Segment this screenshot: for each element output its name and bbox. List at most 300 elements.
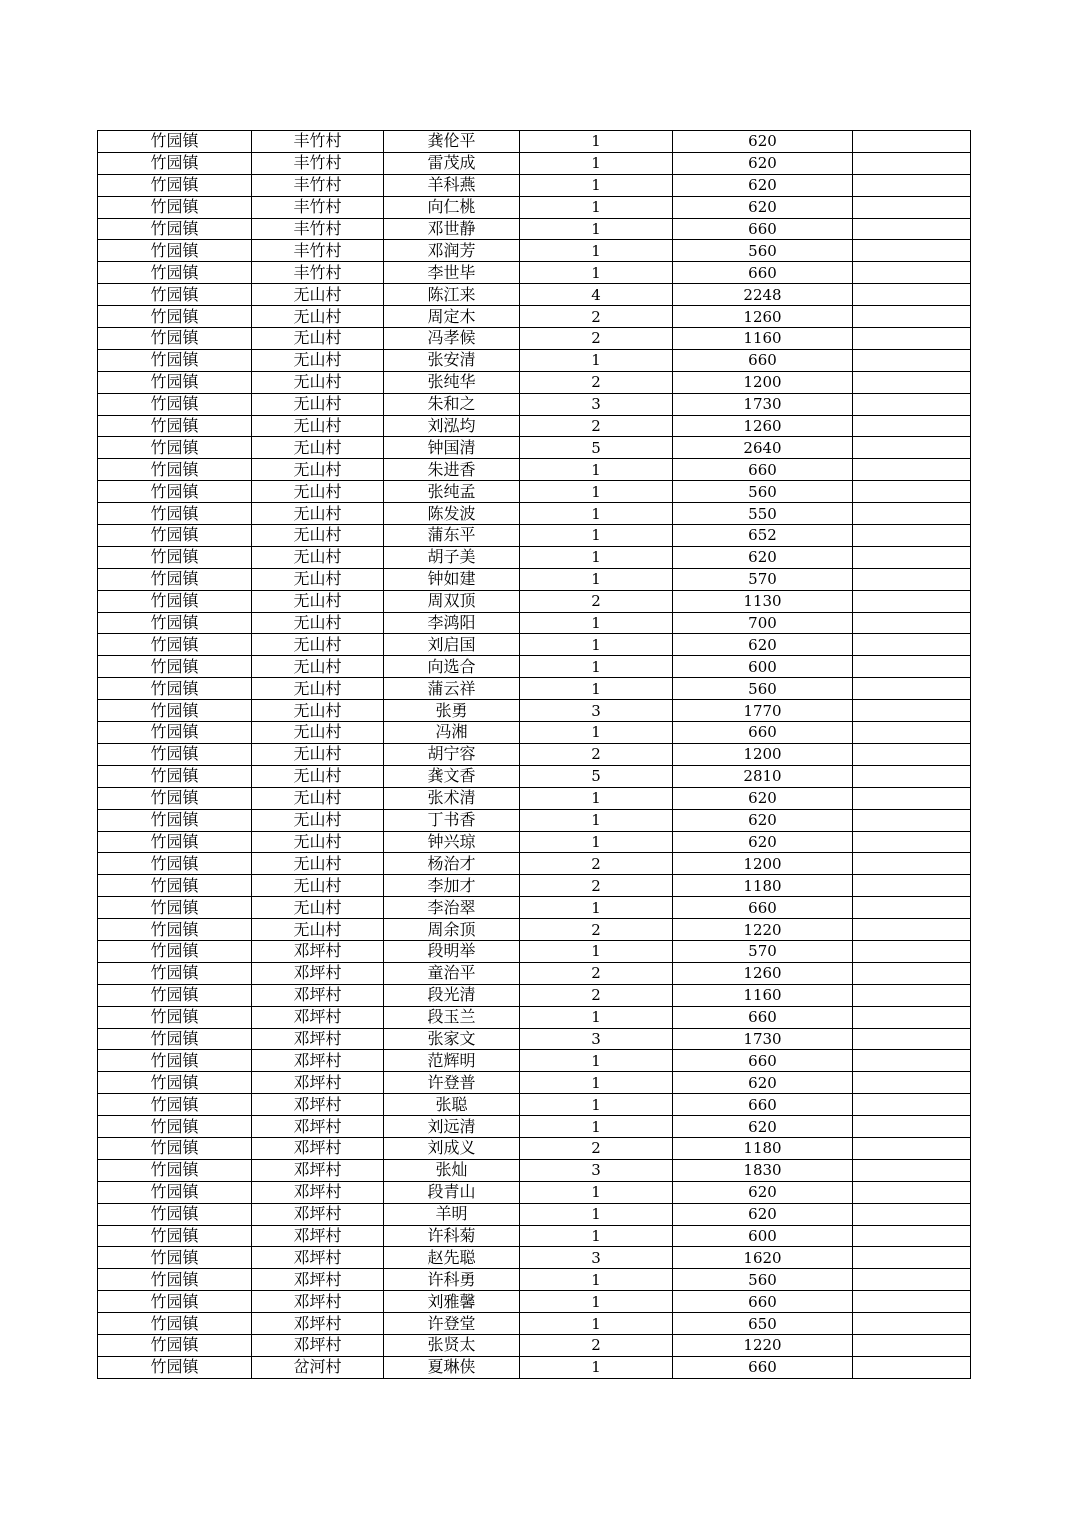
- count-cell: 1: [520, 787, 673, 809]
- amount-cell: 660: [673, 1050, 853, 1072]
- count-cell: 1: [520, 722, 673, 744]
- table-row: [98, 678, 971, 700]
- amount-cell: 660: [673, 897, 853, 919]
- village-cell: 无山村: [252, 634, 384, 656]
- note-cell: [853, 984, 971, 1006]
- village-cell: 丰竹村: [252, 240, 384, 262]
- table-row: [98, 525, 971, 547]
- table-row: [98, 393, 971, 415]
- name-cell: 刘启国: [384, 634, 520, 656]
- town-cell: 竹园镇: [98, 415, 252, 437]
- name-cell: 张术清: [384, 787, 520, 809]
- amount-cell: 660: [673, 1356, 853, 1378]
- town-cell: 竹园镇: [98, 371, 252, 393]
- town-cell: 竹园镇: [98, 152, 252, 174]
- name-cell: 冯湘: [384, 722, 520, 744]
- table-row: [98, 1094, 971, 1116]
- table-row: [98, 1334, 971, 1356]
- count-cell: 5: [520, 765, 673, 787]
- village-cell: 无山村: [252, 787, 384, 809]
- note-cell: [853, 1334, 971, 1356]
- town-cell: 竹园镇: [98, 1247, 252, 1269]
- town-cell: 竹园镇: [98, 1334, 252, 1356]
- name-cell: 杨治才: [384, 853, 520, 875]
- village-cell: 邓坪村: [252, 1028, 384, 1050]
- village-cell: 无山村: [252, 678, 384, 700]
- town-cell: 竹园镇: [98, 875, 252, 897]
- town-cell: 竹园镇: [98, 240, 252, 262]
- table-row: [98, 196, 971, 218]
- name-cell: 胡子美: [384, 546, 520, 568]
- table-row: [98, 897, 971, 919]
- count-cell: 1: [520, 809, 673, 831]
- note-cell: [853, 481, 971, 503]
- village-cell: 丰竹村: [252, 196, 384, 218]
- name-cell: 许科菊: [384, 1225, 520, 1247]
- village-cell: 邓坪村: [252, 1050, 384, 1072]
- amount-cell: 660: [673, 1291, 853, 1313]
- village-cell: 邓坪村: [252, 1203, 384, 1225]
- count-cell: 3: [520, 1028, 673, 1050]
- name-cell: 龚伦平: [384, 131, 520, 153]
- name-cell: 羊科燕: [384, 174, 520, 196]
- note-cell: [853, 218, 971, 240]
- note-cell: [853, 503, 971, 525]
- table-row: [98, 700, 971, 722]
- village-cell: 邓坪村: [252, 984, 384, 1006]
- amount-cell: 660: [673, 459, 853, 481]
- town-cell: 竹园镇: [98, 306, 252, 328]
- village-cell: 无山村: [252, 437, 384, 459]
- table-row: [98, 984, 971, 1006]
- name-cell: 李加才: [384, 875, 520, 897]
- amount-cell: 660: [673, 349, 853, 371]
- village-cell: 无山村: [252, 590, 384, 612]
- village-cell: 丰竹村: [252, 262, 384, 284]
- note-cell: [853, 1203, 971, 1225]
- name-cell: 张勇: [384, 700, 520, 722]
- name-cell: 李治翠: [384, 897, 520, 919]
- town-cell: 竹园镇: [98, 1356, 252, 1378]
- village-cell: 无山村: [252, 656, 384, 678]
- village-cell: 邓坪村: [252, 1094, 384, 1116]
- count-cell: 1: [520, 349, 673, 371]
- note-cell: [853, 853, 971, 875]
- table-row: [98, 131, 971, 153]
- name-cell: 冯孝候: [384, 328, 520, 350]
- note-cell: [853, 1137, 971, 1159]
- name-cell: 刘雅馨: [384, 1291, 520, 1313]
- name-cell: 张纯孟: [384, 481, 520, 503]
- table-row: [98, 503, 971, 525]
- note-cell: [853, 1291, 971, 1313]
- count-cell: 1: [520, 196, 673, 218]
- village-cell: 邓坪村: [252, 1269, 384, 1291]
- count-cell: 5: [520, 437, 673, 459]
- amount-cell: 1200: [673, 371, 853, 393]
- town-cell: 竹园镇: [98, 349, 252, 371]
- amount-cell: 560: [673, 678, 853, 700]
- count-cell: 1: [520, 940, 673, 962]
- amount-cell: 1180: [673, 1137, 853, 1159]
- amount-cell: 560: [673, 240, 853, 262]
- name-cell: 许科勇: [384, 1269, 520, 1291]
- town-cell: 竹园镇: [98, 831, 252, 853]
- table-row: [98, 809, 971, 831]
- amount-cell: 550: [673, 503, 853, 525]
- table-row: [98, 743, 971, 765]
- town-cell: 竹园镇: [98, 1225, 252, 1247]
- amount-cell: 1220: [673, 1334, 853, 1356]
- name-cell: 段光清: [384, 984, 520, 1006]
- amount-cell: 2810: [673, 765, 853, 787]
- amount-cell: 650: [673, 1313, 853, 1335]
- count-cell: 1: [520, 1225, 673, 1247]
- table-row: [98, 262, 971, 284]
- name-cell: 钟如建: [384, 568, 520, 590]
- amount-cell: 1260: [673, 415, 853, 437]
- town-cell: 竹园镇: [98, 984, 252, 1006]
- count-cell: 1: [520, 831, 673, 853]
- name-cell: 龚文香: [384, 765, 520, 787]
- table-row: [98, 1116, 971, 1138]
- village-cell: 无山村: [252, 546, 384, 568]
- town-cell: 竹园镇: [98, 809, 252, 831]
- village-cell: 丰竹村: [252, 218, 384, 240]
- town-cell: 竹园镇: [98, 525, 252, 547]
- amount-cell: 620: [673, 131, 853, 153]
- name-cell: 刘远清: [384, 1116, 520, 1138]
- count-cell: 1: [520, 897, 673, 919]
- table-row: [98, 722, 971, 744]
- town-cell: 竹园镇: [98, 590, 252, 612]
- amount-cell: 620: [673, 152, 853, 174]
- count-cell: 1: [520, 1116, 673, 1138]
- town-cell: 竹园镇: [98, 284, 252, 306]
- amount-cell: 1620: [673, 1247, 853, 1269]
- amount-cell: 620: [673, 174, 853, 196]
- amount-cell: 560: [673, 1269, 853, 1291]
- name-cell: 雷茂成: [384, 152, 520, 174]
- note-cell: [853, 546, 971, 568]
- name-cell: 羊明: [384, 1203, 520, 1225]
- amount-cell: 620: [673, 196, 853, 218]
- name-cell: 朱进香: [384, 459, 520, 481]
- note-cell: [853, 349, 971, 371]
- name-cell: 张灿: [384, 1159, 520, 1181]
- village-cell: 邓坪村: [252, 1116, 384, 1138]
- amount-cell: 1770: [673, 700, 853, 722]
- count-cell: 1: [520, 1313, 673, 1335]
- amount-cell: 1180: [673, 875, 853, 897]
- name-cell: 许登普: [384, 1072, 520, 1094]
- table-row: [98, 962, 971, 984]
- count-cell: 1: [520, 1181, 673, 1203]
- name-cell: 张贤太: [384, 1334, 520, 1356]
- count-cell: 1: [520, 262, 673, 284]
- amount-cell: 560: [673, 481, 853, 503]
- village-cell: 邓坪村: [252, 1072, 384, 1094]
- note-cell: [853, 284, 971, 306]
- village-cell: 邓坪村: [252, 1181, 384, 1203]
- town-cell: 竹园镇: [98, 634, 252, 656]
- name-cell: 童治平: [384, 962, 520, 984]
- count-cell: 1: [520, 1006, 673, 1028]
- note-cell: [853, 678, 971, 700]
- amount-cell: 620: [673, 1116, 853, 1138]
- note-cell: [853, 1247, 971, 1269]
- town-cell: 竹园镇: [98, 678, 252, 700]
- note-cell: [853, 765, 971, 787]
- amount-cell: 570: [673, 568, 853, 590]
- town-cell: 竹园镇: [98, 1116, 252, 1138]
- village-cell: 邓坪村: [252, 940, 384, 962]
- name-cell: 段青山: [384, 1181, 520, 1203]
- town-cell: 竹园镇: [98, 853, 252, 875]
- town-cell: 竹园镇: [98, 1313, 252, 1335]
- village-cell: 无山村: [252, 765, 384, 787]
- town-cell: 竹园镇: [98, 962, 252, 984]
- name-cell: 周余顶: [384, 919, 520, 941]
- table-row: [98, 1006, 971, 1028]
- note-cell: [853, 1225, 971, 1247]
- count-cell: 2: [520, 875, 673, 897]
- count-cell: 2: [520, 371, 673, 393]
- amount-cell: 1130: [673, 590, 853, 612]
- count-cell: 1: [520, 1072, 673, 1094]
- name-cell: 段玉兰: [384, 1006, 520, 1028]
- note-cell: [853, 196, 971, 218]
- count-cell: 1: [520, 152, 673, 174]
- count-cell: 2: [520, 853, 673, 875]
- name-cell: 张家文: [384, 1028, 520, 1050]
- count-cell: 1: [520, 1356, 673, 1378]
- note-cell: [853, 415, 971, 437]
- amount-cell: 620: [673, 1203, 853, 1225]
- name-cell: 刘成义: [384, 1137, 520, 1159]
- amount-cell: 1220: [673, 919, 853, 941]
- count-cell: 2: [520, 306, 673, 328]
- town-cell: 竹园镇: [98, 481, 252, 503]
- count-cell: 3: [520, 393, 673, 415]
- amount-cell: 660: [673, 722, 853, 744]
- village-cell: 无山村: [252, 612, 384, 634]
- note-cell: [853, 1028, 971, 1050]
- village-cell: 岔河村: [252, 1356, 384, 1378]
- note-cell: [853, 919, 971, 941]
- count-cell: 3: [520, 700, 673, 722]
- name-cell: 胡宁容: [384, 743, 520, 765]
- town-cell: 竹园镇: [98, 196, 252, 218]
- amount-cell: 1830: [673, 1159, 853, 1181]
- village-cell: 无山村: [252, 700, 384, 722]
- amount-cell: 620: [673, 546, 853, 568]
- town-cell: 竹园镇: [98, 1181, 252, 1203]
- town-cell: 竹园镇: [98, 1050, 252, 1072]
- table-row: [98, 590, 971, 612]
- note-cell: [853, 262, 971, 284]
- village-cell: 丰竹村: [252, 174, 384, 196]
- table-row: [98, 1159, 971, 1181]
- table-row: [98, 1247, 971, 1269]
- name-cell: 张安清: [384, 349, 520, 371]
- note-cell: [853, 306, 971, 328]
- table-row: [98, 765, 971, 787]
- table-row: [98, 546, 971, 568]
- village-cell: 无山村: [252, 393, 384, 415]
- table-row: [98, 371, 971, 393]
- village-cell: 无山村: [252, 722, 384, 744]
- amount-cell: 620: [673, 634, 853, 656]
- village-cell: 邓坪村: [252, 1137, 384, 1159]
- town-cell: 竹园镇: [98, 568, 252, 590]
- amount-cell: 1730: [673, 393, 853, 415]
- town-cell: 竹园镇: [98, 1006, 252, 1028]
- town-cell: 竹园镇: [98, 393, 252, 415]
- count-cell: 4: [520, 284, 673, 306]
- amount-cell: 1160: [673, 328, 853, 350]
- table-row: [98, 218, 971, 240]
- table-row: [98, 152, 971, 174]
- name-cell: 范辉明: [384, 1050, 520, 1072]
- count-cell: 3: [520, 1247, 673, 1269]
- table-row: [98, 1225, 971, 1247]
- name-cell: 李世毕: [384, 262, 520, 284]
- name-cell: 邓润芳: [384, 240, 520, 262]
- village-cell: 丰竹村: [252, 131, 384, 153]
- village-cell: 邓坪村: [252, 1225, 384, 1247]
- table-row: [98, 459, 971, 481]
- amount-cell: 1730: [673, 1028, 853, 1050]
- note-cell: [853, 656, 971, 678]
- village-cell: 无山村: [252, 568, 384, 590]
- village-cell: 无山村: [252, 831, 384, 853]
- table-row: [98, 174, 971, 196]
- town-cell: 竹园镇: [98, 1028, 252, 1050]
- name-cell: 张聪: [384, 1094, 520, 1116]
- count-cell: 1: [520, 1291, 673, 1313]
- count-cell: 1: [520, 131, 673, 153]
- table-row: [98, 1050, 971, 1072]
- town-cell: 竹园镇: [98, 459, 252, 481]
- count-cell: 1: [520, 568, 673, 590]
- town-cell: 竹园镇: [98, 1094, 252, 1116]
- note-cell: [853, 897, 971, 919]
- table-row: [98, 875, 971, 897]
- note-cell: [853, 1006, 971, 1028]
- name-cell: 周定木: [384, 306, 520, 328]
- town-cell: 竹园镇: [98, 1269, 252, 1291]
- note-cell: [853, 459, 971, 481]
- town-cell: 竹园镇: [98, 700, 252, 722]
- count-cell: 1: [520, 656, 673, 678]
- count-cell: 2: [520, 590, 673, 612]
- name-cell: 蒲东平: [384, 525, 520, 547]
- note-cell: [853, 1094, 971, 1116]
- village-cell: 邓坪村: [252, 1334, 384, 1356]
- town-cell: 竹园镇: [98, 656, 252, 678]
- count-cell: 1: [520, 1203, 673, 1225]
- count-cell: 1: [520, 634, 673, 656]
- note-cell: [853, 809, 971, 831]
- amount-cell: 600: [673, 1225, 853, 1247]
- note-cell: [853, 700, 971, 722]
- count-cell: 1: [520, 546, 673, 568]
- amount-cell: 620: [673, 809, 853, 831]
- note-cell: [853, 831, 971, 853]
- amount-cell: 660: [673, 1094, 853, 1116]
- town-cell: 竹园镇: [98, 897, 252, 919]
- town-cell: 竹园镇: [98, 262, 252, 284]
- note-cell: [853, 1072, 971, 1094]
- village-cell: 无山村: [252, 743, 384, 765]
- village-cell: 邓坪村: [252, 1313, 384, 1335]
- amount-cell: 2248: [673, 284, 853, 306]
- count-cell: 1: [520, 240, 673, 262]
- table-row: [98, 415, 971, 437]
- note-cell: [853, 131, 971, 153]
- amount-cell: 570: [673, 940, 853, 962]
- village-cell: 无山村: [252, 415, 384, 437]
- town-cell: 竹园镇: [98, 174, 252, 196]
- amount-cell: 2640: [673, 437, 853, 459]
- note-cell: [853, 1269, 971, 1291]
- amount-cell: 1200: [673, 743, 853, 765]
- note-cell: [853, 962, 971, 984]
- table-row: [98, 831, 971, 853]
- amount-cell: 1160: [673, 984, 853, 1006]
- count-cell: 1: [520, 1094, 673, 1116]
- count-cell: 3: [520, 1159, 673, 1181]
- amount-cell: 652: [673, 525, 853, 547]
- count-cell: 1: [520, 481, 673, 503]
- count-cell: 1: [520, 525, 673, 547]
- note-cell: [853, 1050, 971, 1072]
- village-cell: 丰竹村: [252, 152, 384, 174]
- note-cell: [853, 875, 971, 897]
- table-row: [98, 1072, 971, 1094]
- table-row: [98, 612, 971, 634]
- table-row: [98, 1137, 971, 1159]
- count-cell: 1: [520, 174, 673, 196]
- name-cell: 陈发波: [384, 503, 520, 525]
- name-cell: 邓世静: [384, 218, 520, 240]
- count-cell: 2: [520, 1334, 673, 1356]
- count-cell: 2: [520, 415, 673, 437]
- note-cell: [853, 1313, 971, 1335]
- town-cell: 竹园镇: [98, 437, 252, 459]
- amount-cell: 660: [673, 1006, 853, 1028]
- count-cell: 2: [520, 743, 673, 765]
- count-cell: 2: [520, 984, 673, 1006]
- village-cell: 无山村: [252, 349, 384, 371]
- count-cell: 1: [520, 1050, 673, 1072]
- amount-cell: 1260: [673, 962, 853, 984]
- village-cell: 无山村: [252, 459, 384, 481]
- note-cell: [853, 525, 971, 547]
- village-cell: 无山村: [252, 919, 384, 941]
- table-row: [98, 240, 971, 262]
- table-row: [98, 634, 971, 656]
- town-cell: 竹园镇: [98, 722, 252, 744]
- town-cell: 竹园镇: [98, 743, 252, 765]
- table-body: [98, 131, 971, 1379]
- table-row: [98, 1181, 971, 1203]
- table-row: [98, 853, 971, 875]
- note-cell: [853, 568, 971, 590]
- table-row: [98, 1203, 971, 1225]
- note-cell: [853, 437, 971, 459]
